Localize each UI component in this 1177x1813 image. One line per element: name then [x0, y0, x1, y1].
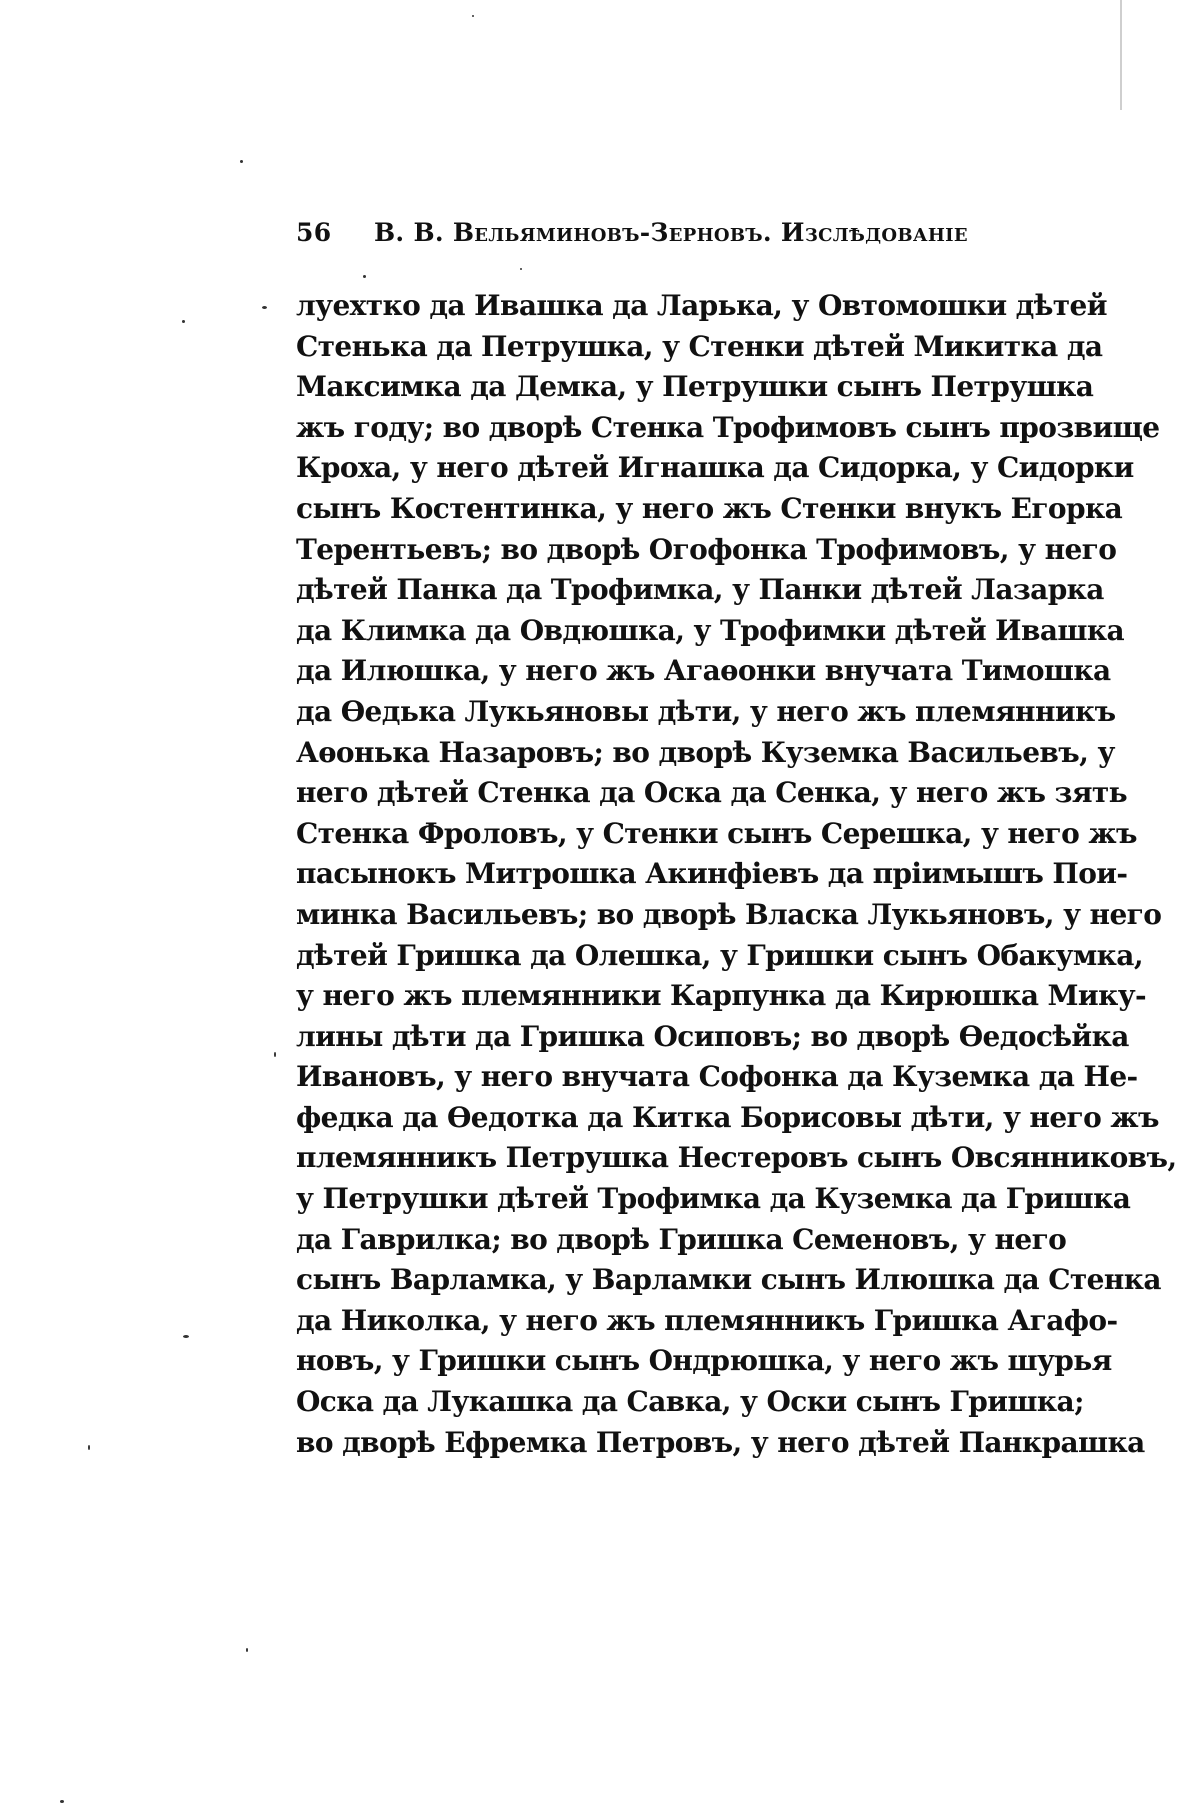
text-line: минка Васильевъ; во дворѣ Власка Лукьяновъ, у него [296, 897, 1162, 931]
page-edge-shadow [1120, 0, 1122, 110]
text-line: у него жъ племянники Карпунка да Кирюшка Мику- [296, 979, 1147, 1013]
scan-speck [88, 1445, 90, 1450]
scan-speck [262, 306, 267, 309]
text-line: лины дѣти да Гришка Осиповъ; во дворѣ Ѳедосѣйка [296, 1019, 1129, 1053]
scan-speck [363, 275, 366, 278]
scan-speck [240, 160, 243, 163]
text-line: Аѳонька Назаровъ; во дворѣ Куземка Васильевъ, у [296, 735, 1115, 769]
text-line: племянникъ Петрушка Нестеровъ сынъ Овсянниковъ, [296, 1141, 1177, 1175]
text-line: сынъ Варламка, у Варламки сынъ Илюшка да Стенка [296, 1263, 1161, 1297]
scan-speck [472, 15, 474, 17]
text-line: во дворѣ Ефремка Петровъ, у него дѣтей Панкрашка [296, 1425, 1145, 1459]
text-line: дѣтей Панка да Трофимка, у Панки дѣтей Лазарка [296, 573, 1104, 607]
text-line: Оска да Лукашка да Савка, у Оски сынъ Гришка; [296, 1385, 1084, 1419]
scan-speck [246, 1648, 248, 1652]
text-line: луехтко да Ивашка да Ларька, у Овтомошки дѣтей [296, 289, 1107, 322]
scan-speck [274, 1052, 276, 1057]
text-line: Стенька да Петрушка, у Стенки дѣтей Микитка да [296, 329, 1103, 363]
text-line: федка да Ѳедотка да Китка Борисовы дѣти, у него жъ [296, 1100, 1159, 1134]
text-line: Стенка Фроловъ, у Стенки сынъ Серешка, у него жъ [296, 816, 1137, 850]
text-line: Максимка да Демка, у Петрушки сынъ Петрушка [296, 370, 1094, 404]
scan-speck [60, 1800, 64, 1803]
text-line: да Илюшка, у него жъ Агаѳонки внучата Тимошка [296, 654, 1111, 688]
text-line: пасынокъ Митрошка Акинфіевъ да пріимышъ Пои- [296, 857, 1128, 891]
text-line: у Петрушки дѣтей Трофимка да Куземка да Гришка [296, 1182, 1131, 1216]
running-head [296, 218, 976, 258]
text-line: Терентьевъ; во дворѣ Огофонка Трофимовъ, у него [296, 532, 1117, 566]
text-line: Кроха, у него дѣтей Игнашка да Сидорка, у Сидорки [296, 451, 1134, 485]
running-title: В. В. Вельяминовъ-Зерновъ. Изслѣдованіе [374, 218, 968, 247]
text-line: новъ, у Гришки сынъ Ондрюшка, у него жъ шурья [296, 1344, 1112, 1378]
text-line: да Гаврилка; во дворѣ Гришка Семеновъ, у него [296, 1222, 1067, 1256]
scan-speck [183, 1335, 189, 1338]
page-number: 56 [296, 218, 332, 247]
scan-speck [182, 320, 185, 323]
scan-speck [520, 268, 522, 270]
text-line: да Николка, у него жъ племянникъ Гришка Агафо- [296, 1303, 1118, 1337]
text-line: сынъ Костентинка, у него жъ Стенки внукъ Егорка [296, 491, 1123, 525]
text-line: да Ѳедька Лукьяновы дѣти, у него жъ племянникъ [296, 694, 1116, 728]
text-line: Ивановъ, у него внучата Софонка да Куземка да Не- [296, 1060, 1138, 1094]
text-line: да Климка да Овдюшка, у Трофимки дѣтей Ивашка [296, 613, 1125, 647]
text-line: жъ году; во дворѣ Стенка Трофимовъ сынъ прозвище [296, 410, 1160, 444]
text-line: него дѣтей Стенка да Оска да Сенка, у него жъ зять [296, 776, 1128, 810]
text-line: дѣтей Гришка да Олешка, у Гришки сынъ Обакумка, [296, 938, 1143, 972]
body-text [296, 286, 1177, 1463]
